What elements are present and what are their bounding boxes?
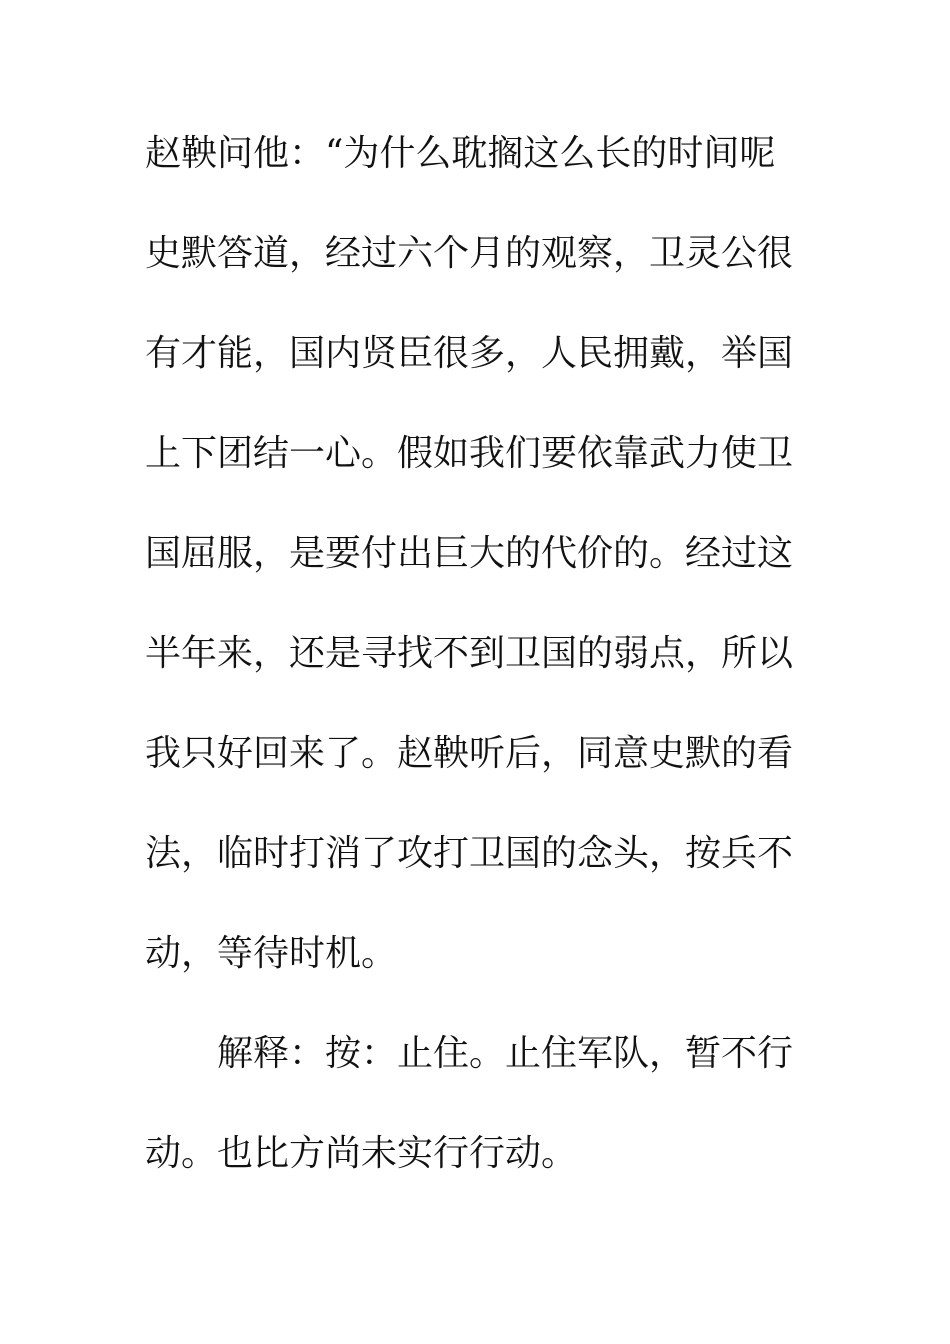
text-line-3: 有才能，国内贤臣很多，人民拥戴，举国 (145, 333, 794, 374)
text-line-6: 半年来，还是寻找不到卫国的弱点，所以 (145, 633, 794, 674)
text-line-5: 国屈服，是要付出巨大的代价的。经过这 (145, 533, 794, 574)
text-line-1: 赵鞅问他：“为什么耽搁这么长的时间呢 (145, 133, 776, 174)
text-line-4: 上下团结一心。假如我们要依靠武力使卫 (145, 433, 794, 474)
text-line-9: 动，等待时机。 (145, 933, 398, 974)
body-text (145, 122, 810, 1222)
explanation-line-2: 动。也比方尚未实行行动。 (145, 1133, 578, 1174)
text-line-8: 法，临时打消了攻打卫国的念头，按兵不 (145, 833, 794, 874)
explanation-line-1: 解释：按：止住。止住军队，暂不行 (217, 1033, 794, 1074)
text-line-2: 史默答道，经过六个月的观察，卫灵公很 (145, 233, 794, 274)
text-line-7: 我只好回来了。赵鞅听后，同意史默的看 (145, 733, 794, 774)
